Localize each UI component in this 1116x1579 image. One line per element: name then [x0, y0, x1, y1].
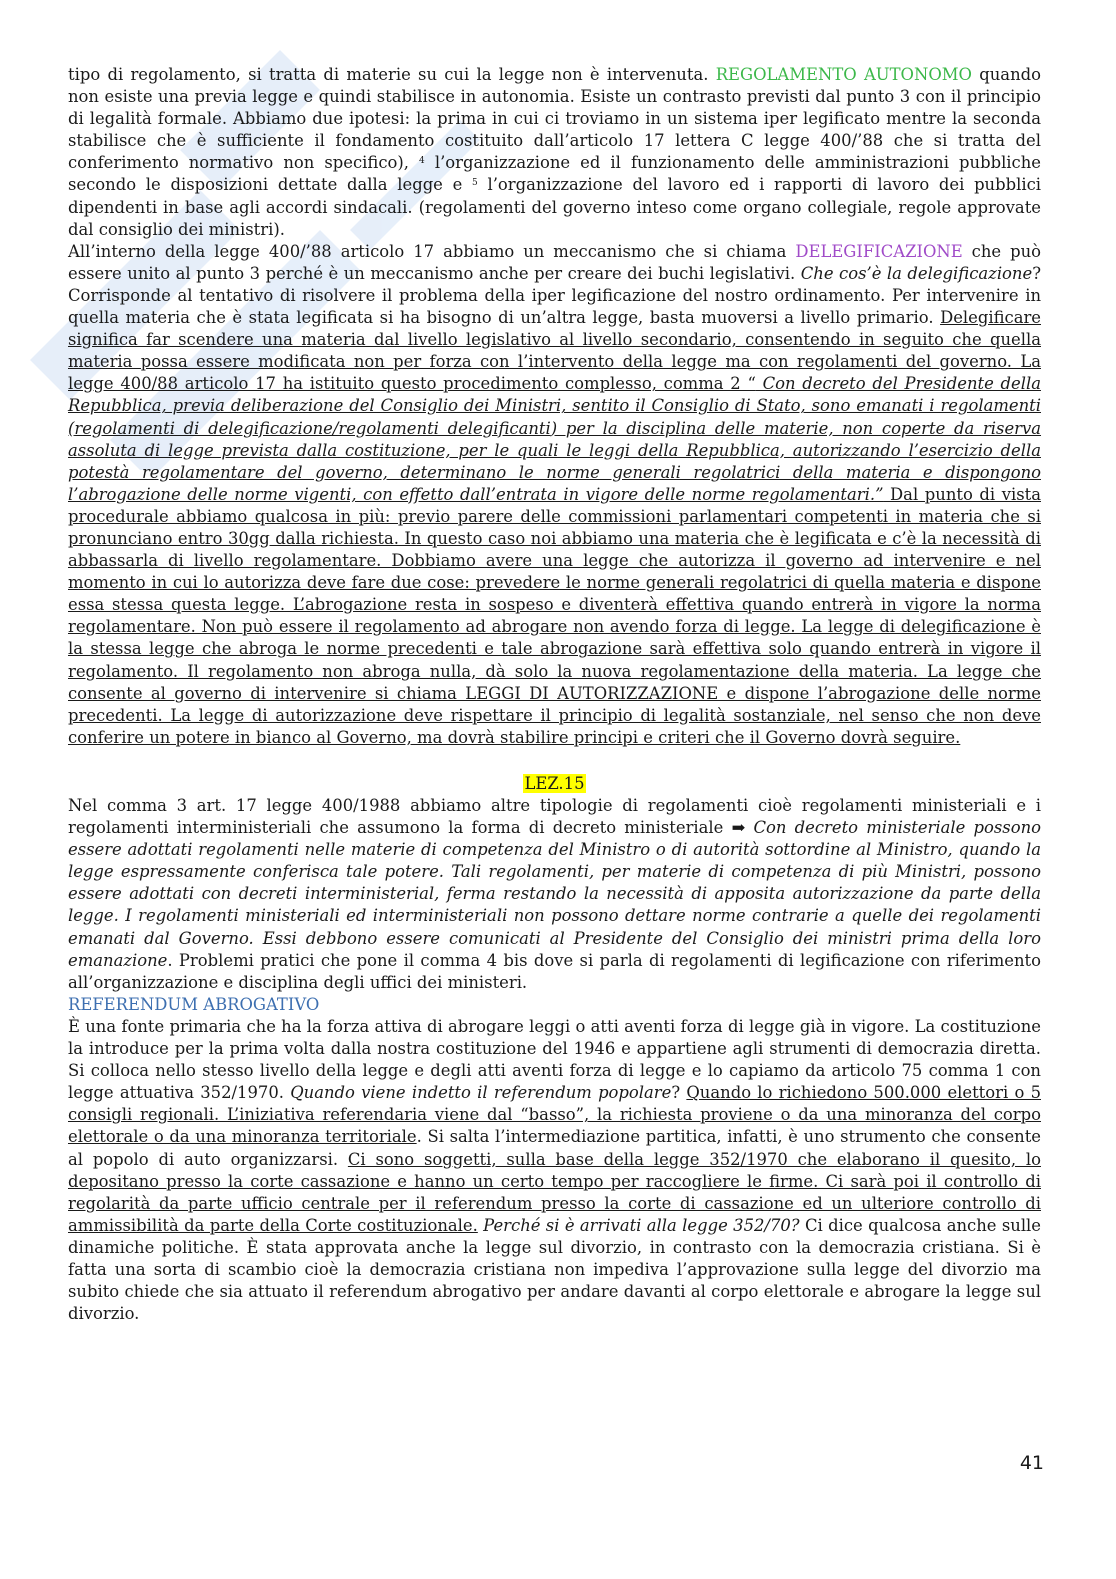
footnote-ref-5: 5 [472, 178, 478, 189]
quoted-law-text: Con decreto ministeriale possono essere adottati regolamenti nelle materie di competenza del Ministro o di autorità sottordine al Ministro, quando la legge espressamente conferisca tale potere. Tali regolamenti, per materie di competenza di più Ministri, possono essere adottati con decreti interministerial, ferma restando la necessità di apposita autorizzazione da parte della legge. I regolamenti ministeriali ed interministeriali non possono dettare norme contrarie a quelle dei regolamenti emanati dal Governo. Essi debbono essere comunicati al Presidente del Consiglio dei ministri prima della loro emanazione [68, 818, 1041, 970]
underlined-passage: Dal punto di vista procedurale abbiamo qualcosa in più: previo parere delle commissioni parlamentari competenti in materia che si pronunciano entro 30gg dalla richiesta. In questo caso noi abbiamo una materia che è legificata e c’è la necessità di abbassarla di livello regolamentare. Dobbiamo avere una legge che autorizza il governo ad intervenire e nel momento in cui lo autorizza deve fare due cose: prevedere le norme generali regolatrici di quella materia e dispone essa stessa questa legge. L’abrogazione resta in sospeso e diventerà effettiva quando entrerà in vigore la norma regolamentare. Non può essere il regolamento ad abrogare non avendo forza di legge. La legge di delegificazione è la stessa legge che abroga le norme precedenti e tale abrogazione sarà effettiva solo quando entrerà in vigore il regolamento. Il regolamento non abroga nulla, dà solo la nuova regolamentazione della materia. La legge che consente al governo di intervenire si chiama LEGGI DI AUTORIZZAZIONE e dispone l’abrogazione delle norme precedenti. La legge di autorizzazione deve rispettare il principio di legalità sostanziale, nel senso che non deve conferire un potere in bianco al Governo, ma dovrà stabilire principi e criteri che il Governo dovrà seguire. [68, 484, 1041, 747]
page-number: 41 [1019, 1452, 1044, 1474]
underlined-passage: Delegificare significa far scendere una materia dal livello legislativo al livello secondario, consentendo in seguito che quella materia possa essere modificata non per forza con l’intervento della legge ma con regolamenti del governo. La legge 400/88 articolo 17 ha istituito questo procedimento complesso, comma 2 “ [68, 308, 1041, 394]
quoted-law-text: Con decreto del Presidente della Repubblica, previa deliberazione del Consiglio dei Ministri, sentito il Consiglio di Stato, sono emanati i regolamenti ( [68, 374, 1041, 438]
paragraph-regolamento-autonomo: tipo di regolamento, si tratta di materie su cui la legge non è intervenuta. REGOLAMENTO AUTONOMO quando non esiste una previa legge e quindi stabilisce in autonomia. Esiste un contrasto previsti dal punto 3 con il principio di legalità formale. Abbiamo due ipotesi: la prima in cui ci troviamo in un sistema iper legificato mentre la seconda stabilisce che è sufficiente il fondamento costituito dall’articolo 17 lettera C legge 400/’88 che si tratta del conferimento normativo non specifico), $^4$ l’organizzazione ed il funzionamento delle amministrazioni pubbliche secondo le disposizioni dettate dalla legge e $^5$ l’organizzazione del lavoro ed i rapporti di lavoro dei pubblici dipendenti in base agli accordi sindacali. (regolamenti del governo inteso come organo collegiale, regole approvate dal consiglio dei ministri). [68, 65, 1042, 239]
arrow-right-icon: ➡ [731, 818, 746, 838]
lesson-label: LEZ.15 [524, 773, 585, 793]
paragraph-delegificazione: All’interno della legge 400/’88 articolo 17 abbiamo un meccanismo che si chiama DELEGIFICAZIONE che può essere unito al punto 3 perché è un meccanismo anche per creare dei buchi legislativi. Che cos’è la delegificazione? Corrisponde al tentativo di risolvere il problema della iper legificazione del nostro ordinamento. Per intervenire in quella materia che è stata legificata si ha bisogno di un’altra legge, basta muoversi a livello primario. Delegificare significa far scendere una materia dal livello legislativo al livello secondario, consentendo in seguito che quella materia possa essere modificata non per forza con l’intervento della legge ma con regolamenti del governo. La legge 400/88 articolo 17 ha istituito questo procedimento complesso, comma 2 “ Con decreto del Presidente della Repubblica, previa deliberazione del Consiglio dei Ministri, sentito il Consiglio di Stato, sono emanati i regolamenti (regolamenti di delegificazione/regolamenti delegificanti) per la disciplina delle materie, non coperte da riserva assoluta di legge prevista dalla costituzione, per le quali le leggi della Repubblica, autorizzando l’esercizio della potestà regolamentare del governo, determinano le norme generali regolatrici della materia e dispongono l’abrogazione delle norme vigenti, con effetto dall’entrata in vigore delle norme regolamentari.” Dal punto di vista procedurale abbiamo qualcosa in più: previo parere delle commissioni parlamentari competenti in materia che si pronunciano entro 30gg dalla richiesta. In questo caso noi abbiamo una materia che è legificata e c’è la necessità di abbassarla di livello regolamentare. Dobbiamo avere una legge che autorizza il governo ad intervenire e nel momento in cui lo autorizza deve fare due cose: prevedere le norme generali regolatrici di quella materia e dispone essa stessa questa legge. L’abrogazione resta in sospeso e diventerà effettiva quando entrerà in vigore la norma regolamentare. Non può essere il regolamento ad abrogare non avendo forza di legge. La legge di delegificazione è la stessa legge che abroga le norme precedenti e tale abrogazione sarà effettiva solo quando entrerà in vigore il regolamento. Il regolamento non abroga nulla, dà solo la nuova regolamentazione della materia. La legge che consente al governo di intervenire si chiama LEGGI DI AUTORIZZAZIONE e dispone l’abrogazione delle norme precedenti. La legge di autorizzazione deve rispettare il principio di legalità sostanziale, nel senso che non deve conferire un potere in bianco al Governo, ma dovrà stabilire principi e criteri che il Governo dovrà seguire. [68, 241, 1042, 747]
document-body [68, 64, 1041, 1325]
underlined-passage: Ci sono soggetti, sulla base della legge 352/1970 che elaborano il quesito, lo depositano presso la corte cassazione e hanno un certo tempo per raccogliere le firme. Ci sarà poi il controllo di regolarità da parte ufficio centrale per il referendum presso la corte di cassazione ed un ulteriore controllo di ammissibilità da parte della Corte costituzionale. [68, 1149, 1041, 1235]
emphasized-term: regolamenti di delegificazione/regolamenti delegificanti [74, 418, 551, 438]
footnote-ref-4: 4 [419, 156, 425, 167]
underlined-passage: Quando lo richiedono 500.000 elettori o 5 consigli regionali. L’iniziativa referendaria viene dal “basso”, la richiesta proviene o da una minoranza del corpo elettorale o da una minoranza territoriale [68, 1083, 1041, 1147]
paragraph-regolamenti-ministeriali: Nel comma 3 art. 17 legge 400/1988 abbiamo altre tipologie di regolamenti cioè regolamenti ministeriali e i regolamenti interministeriali che assumono la forma di decreto ministeriale ➡ Con decreto ministeriale possono essere adottati regolamenti nelle materie di competenza del Ministro o di autorità sottordine al Ministro, quando la legge espressamente conferisca tale potere. Tali regolamenti, per materie di competenza di più Ministri, possono essere adottati con decreti interministerial, ferma restando la necessità di apposita autorizzazione da parte della legge. I regolamenti ministeriali ed interministeriali non possono dettare norme contrarie a quelle dei regolamenti emanati dal Governo. Essi debbono essere comunicati al Presidente del Consiglio dei ministri prima della loro emanazione. Problemi pratici che pone il comma 4 bis dove si parla di regolamenti di legificazione con riferimento all’organizzazione e disciplina degli uffici dei ministeri. [68, 796, 1041, 992]
term-regolamento-autonomo: REGOLAMENTO AUTONOMO [715, 65, 972, 84]
paragraph-referendum: È una fonte primaria che ha la forza attiva di abrogare leggi o atti aventi forza di legge già in vigore. La costituzione la introduce per la prima volta dalla nostra costituzione del 1946 e appartiene agli strumenti di democrazia diretta. Si colloca nello stesso livello della legge e degli atti aventi forza di legge e lo capiamo da articolo 75 comma 1 con legge attuativa 352/1970. Quando viene indetto il referendum popolare? Quando lo richiedono 500.000 elettori o 5 consigli regionali. L’iniziativa referendaria viene dal “basso”, la richiesta proviene o da una minoranza del corpo elettorale o da una minoranza territoriale. Si salta l’intermediazione partitica, infatti, è uno strumento che consente al popolo di auto organizzarsi. Ci sono soggetti, sulla base della legge 352/1970 che elaborano il quesito, lo depositano presso la corte cassazione e hanno un certo tempo per raccogliere le firme. Ci sarà poi il controllo di regolarità da parte ufficio centrale per il referendum presso la corte di cassazione ed un ulteriore controllo di ammissibilità da parte della Corte costituzionale. Perché si è arrivati alla legge 352/70? Ci dice qualcosa anche sulle dinamiche politiche. È stata approvata anche la legge sul divorzio, in contrasto con la democrazia cristiana. Si è fatta una sorta di scambio cioè la democrazia cristiana non impediva l’approvazione sulla legge del divorzio ma subito chiede che sia attuato il referendum abrogativo per andare davanti al corpo elettorale e abrogare la legge sul divorzio. [68, 1016, 1042, 1324]
section-title-referendum: REFERENDUM ABROGATIVO [68, 994, 320, 1014]
term-delegificazione: DELEGIFICAZIONE [795, 241, 963, 261]
lesson-heading [68, 773, 1041, 795]
